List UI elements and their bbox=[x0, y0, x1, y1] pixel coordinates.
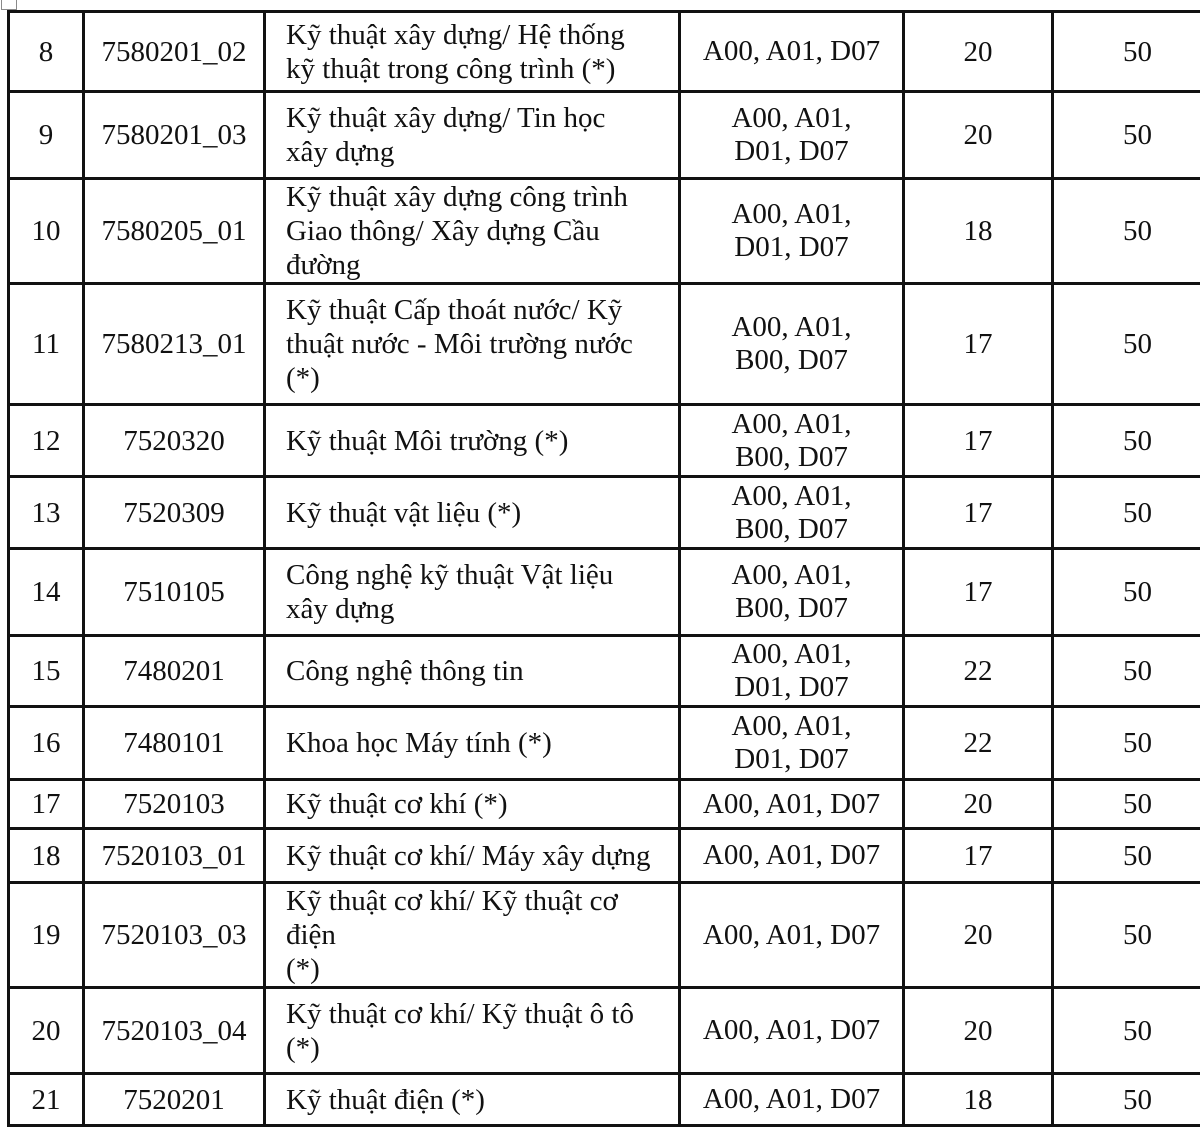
major-name: Kỹ thuật Cấp thoát nước/ Kỹ thuật nước - Môi trường nước (*) bbox=[265, 284, 680, 405]
row-number: 13 bbox=[9, 477, 84, 549]
score: 17 bbox=[904, 405, 1053, 477]
table-row bbox=[9, 883, 1200, 988]
major-code: 7480201 bbox=[84, 636, 265, 707]
subject-combination: A00, A01, D07 bbox=[680, 988, 904, 1074]
quota: 50 bbox=[1053, 92, 1200, 179]
admissions-table bbox=[7, 10, 1200, 1127]
major-name: Kỹ thuật xây dựng công trình Giao thông/ Xây dựng Cầu đường bbox=[265, 179, 680, 284]
table-row bbox=[9, 179, 1200, 284]
subject-combination: A00, A01, B00, D07 bbox=[680, 284, 904, 405]
score: 20 bbox=[904, 883, 1053, 988]
score: 17 bbox=[904, 284, 1053, 405]
major-code: 7520103_03 bbox=[84, 883, 265, 988]
score: 20 bbox=[904, 12, 1053, 92]
subject-combination: A00, A01, D01, D07 bbox=[680, 636, 904, 707]
major-code: 7520320 bbox=[84, 405, 265, 477]
table-row bbox=[9, 12, 1200, 92]
table-row bbox=[9, 284, 1200, 405]
row-number: 20 bbox=[9, 988, 84, 1074]
table-row bbox=[9, 829, 1200, 883]
major-name: Kỹ thuật cơ khí (*) bbox=[265, 780, 680, 829]
subject-combination: A00, A01, D01, D07 bbox=[680, 92, 904, 179]
row-number: 10 bbox=[9, 179, 84, 284]
quota: 50 bbox=[1053, 405, 1200, 477]
major-name: Kỹ thuật cơ khí/ Kỹ thuật ô tô (*) bbox=[265, 988, 680, 1074]
subject-combination: A00, A01, D07 bbox=[680, 780, 904, 829]
quota: 50 bbox=[1053, 707, 1200, 780]
table-row bbox=[9, 405, 1200, 477]
row-number: 14 bbox=[9, 549, 84, 636]
major-name: Kỹ thuật xây dựng/ Hệ thống kỹ thuật trong công trình (*) bbox=[265, 12, 680, 92]
row-number: 19 bbox=[9, 883, 84, 988]
row-number: 18 bbox=[9, 829, 84, 883]
table-row bbox=[9, 780, 1200, 829]
subject-combination: A00, A01, D01, D07 bbox=[680, 707, 904, 780]
row-number: 16 bbox=[9, 707, 84, 780]
subject-combination: A00, A01, B00, D07 bbox=[680, 405, 904, 477]
table-row bbox=[9, 636, 1200, 707]
major-code: 7520103 bbox=[84, 780, 265, 829]
major-code: 7480101 bbox=[84, 707, 265, 780]
table-row bbox=[9, 92, 1200, 179]
row-number: 17 bbox=[9, 780, 84, 829]
major-code: 7520103_01 bbox=[84, 829, 265, 883]
subject-combination: A00, A01, D07 bbox=[680, 12, 904, 92]
major-name: Công nghệ kỹ thuật Vật liệu xây dựng bbox=[265, 549, 680, 636]
score: 17 bbox=[904, 477, 1053, 549]
score: 20 bbox=[904, 988, 1053, 1074]
score: 17 bbox=[904, 829, 1053, 883]
subject-combination: A00, A01, B00, D07 bbox=[680, 477, 904, 549]
major-name: Kỹ thuật điện (*) bbox=[265, 1074, 680, 1126]
major-name: Công nghệ thông tin bbox=[265, 636, 680, 707]
major-name: Kỹ thuật Môi trường (*) bbox=[265, 405, 680, 477]
major-name: Kỹ thuật cơ khí/ Kỹ thuật cơ điện (*) bbox=[265, 883, 680, 988]
quota: 50 bbox=[1053, 636, 1200, 707]
major-code: 7520103_04 bbox=[84, 988, 265, 1074]
table-row bbox=[9, 707, 1200, 780]
table-row bbox=[9, 549, 1200, 636]
row-number: 21 bbox=[9, 1074, 84, 1126]
row-number: 15 bbox=[9, 636, 84, 707]
subject-combination: A00, A01, D07 bbox=[680, 883, 904, 988]
quota: 50 bbox=[1053, 549, 1200, 636]
score: 22 bbox=[904, 636, 1053, 707]
major-code: 7520309 bbox=[84, 477, 265, 549]
table-row bbox=[9, 1074, 1200, 1126]
row-number: 9 bbox=[9, 92, 84, 179]
score: 17 bbox=[904, 549, 1053, 636]
quota: 50 bbox=[1053, 284, 1200, 405]
major-name: Kỹ thuật vật liệu (*) bbox=[265, 477, 680, 549]
score: 18 bbox=[904, 179, 1053, 284]
quota: 50 bbox=[1053, 477, 1200, 549]
row-number: 8 bbox=[9, 12, 84, 92]
major-name: Kỹ thuật cơ khí/ Máy xây dựng bbox=[265, 829, 680, 883]
major-code: 7520201 bbox=[84, 1074, 265, 1126]
subject-combination: A00, A01, D07 bbox=[680, 1074, 904, 1126]
subject-combination: A00, A01, D07 bbox=[680, 829, 904, 883]
major-code: 7580205_01 bbox=[84, 179, 265, 284]
quota: 50 bbox=[1053, 12, 1200, 92]
row-number: 12 bbox=[9, 405, 84, 477]
table-move-handle[interactable] bbox=[1, 0, 17, 10]
quota: 50 bbox=[1053, 780, 1200, 829]
score: 18 bbox=[904, 1074, 1053, 1126]
major-name: Khoa học Máy tính (*) bbox=[265, 707, 680, 780]
subject-combination: A00, A01, D01, D07 bbox=[680, 179, 904, 284]
quota: 50 bbox=[1053, 829, 1200, 883]
row-number: 11 bbox=[9, 284, 84, 405]
quota: 50 bbox=[1053, 179, 1200, 284]
score: 20 bbox=[904, 780, 1053, 829]
score: 20 bbox=[904, 92, 1053, 179]
quota: 50 bbox=[1053, 883, 1200, 988]
quota: 50 bbox=[1053, 1074, 1200, 1126]
major-code: 7580213_01 bbox=[84, 284, 265, 405]
subject-combination: A00, A01, B00, D07 bbox=[680, 549, 904, 636]
score: 22 bbox=[904, 707, 1053, 780]
major-code: 7580201_03 bbox=[84, 92, 265, 179]
table-row bbox=[9, 477, 1200, 549]
major-code: 7580201_02 bbox=[84, 12, 265, 92]
major-code: 7510105 bbox=[84, 549, 265, 636]
quota: 50 bbox=[1053, 988, 1200, 1074]
major-name: Kỹ thuật xây dựng/ Tin học xây dựng bbox=[265, 92, 680, 179]
table-row bbox=[9, 988, 1200, 1074]
